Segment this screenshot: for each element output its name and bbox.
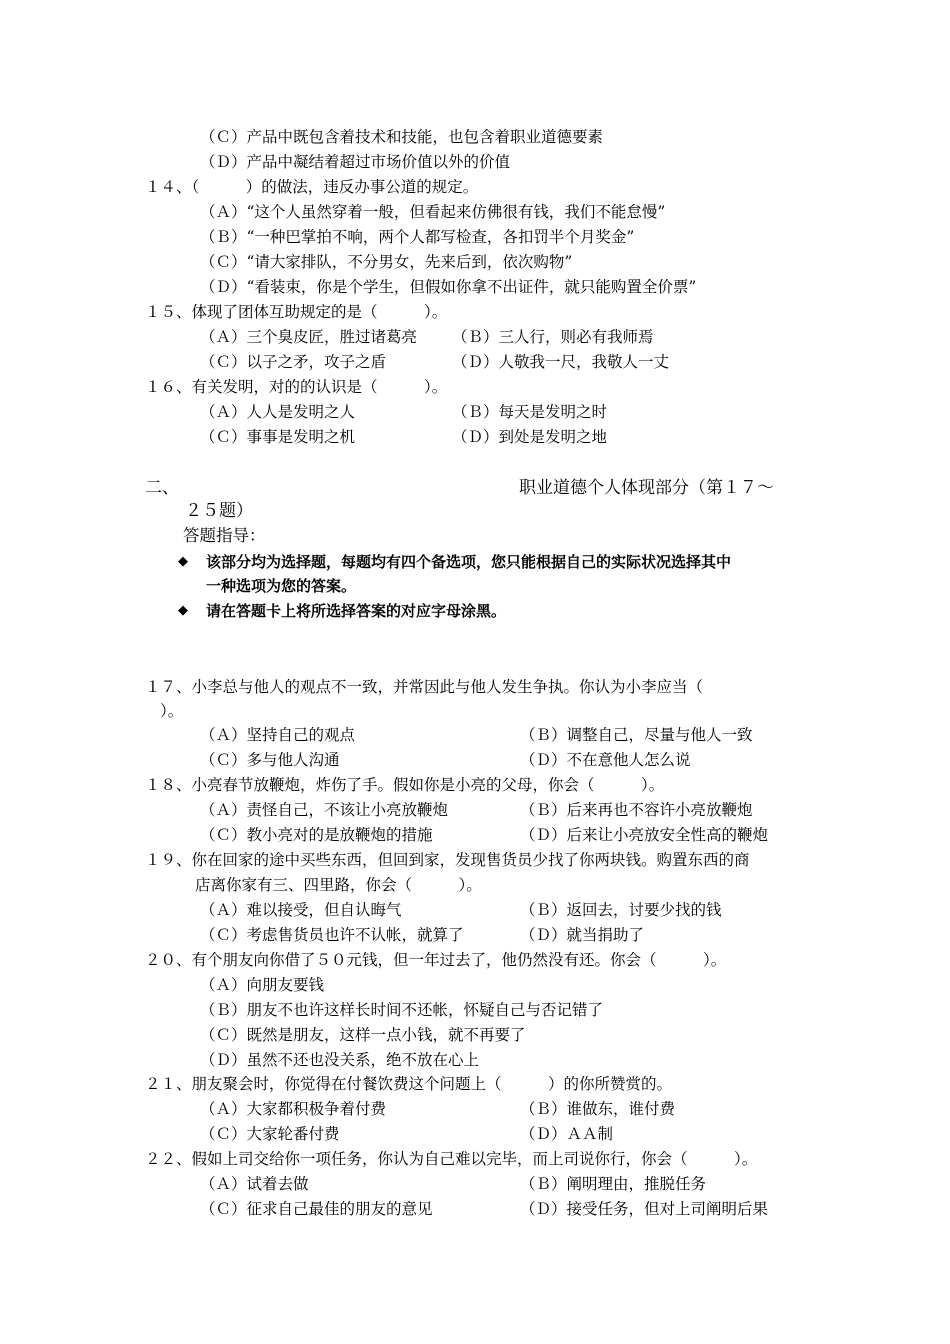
q16-option-c: （Ｃ）事事是发明之机 [200, 428, 356, 446]
q15-option-a: （Ａ）三个臭皮匠，胜过诸葛亮 [200, 328, 418, 346]
section-number: 二、 [145, 478, 179, 498]
guide-bullet-2: 请在答题卡上将所选择答案的对应字母涂黑。 [206, 602, 507, 620]
q13-option-c: （Ｃ）产品中既包含着技术和技能，也包含着职业道德要素 [200, 128, 604, 146]
q18-option-a: （Ａ）责怪自己，不该让小亮放鞭炮 [200, 801, 449, 819]
guide-bullet-1-line-1: 该部分均为选择题，每题均有四个备选项，您只能根据自己的实际状况选择其中 [206, 553, 732, 571]
section-title-continued: ２５题） [185, 501, 253, 521]
q19-option-c: （Ｃ）考虑售货员也许不认帐，就算了 [200, 926, 464, 944]
q21-option-d: （Ｄ）ＡＡ制 [520, 1125, 614, 1143]
guide-bullet-1-line-2: 一种选项为您的答案。 [206, 577, 357, 595]
q20-option-a: （Ａ）向朋友要钱 [200, 976, 325, 994]
q15-option-d: （Ｄ）人敬我一尺，我敬人一丈 [452, 353, 670, 371]
q18-stem: １８、小亮春节放鞭炮，炸伤了手。假如你是小亮的父母，你会（ ）。 [145, 776, 665, 794]
q16-option-d: （Ｄ）到处是发明之地 [452, 428, 608, 446]
q19-option-a: （Ａ）难以接受，但自认晦气 [200, 901, 402, 919]
q16-option-a: （Ａ）人人是发明之人 [200, 403, 356, 421]
q19-stem-continued: 店离你家有三、四里路，你会（ ）。 [195, 876, 482, 894]
q20-stem: ２０、有个朋友向你借了５０元钱，但一年过去了，他仍然没有还。你会（ ）。 [145, 951, 727, 969]
q22-option-c: （Ｃ）征求自己最佳的朋友的意见 [200, 1200, 433, 1218]
q14-option-c: （Ｃ）“请大家排队，不分男女，先来后到，依次购物” [200, 253, 573, 271]
diamond-bullet-icon: ◆ [178, 554, 188, 569]
q21-option-a: （Ａ）大家都积极争着付费 [200, 1100, 387, 1118]
q20-option-b: （Ｂ）朋友不也许这样长时间不还帐，怀疑自己与否记错了 [200, 1001, 604, 1019]
q17-option-b: （Ｂ）调整自己，尽量与他人一致 [520, 726, 753, 744]
q15-option-c: （Ｃ）以子之矛，攻子之盾 [200, 353, 387, 371]
q15-stem: １５、体现了团体互助规定的是（ ）。 [145, 303, 448, 321]
q18-option-d: （Ｄ）后来让小亮放安全性高的鞭炮 [520, 826, 769, 844]
q14-stem: １４、（ ）的做法，违反办事公道的规定。 [145, 178, 479, 196]
q17-option-c: （Ｃ）多与他人沟通 [200, 751, 340, 769]
q14-option-b: （Ｂ）“一种巴掌拍不响，两个人都写检查，各扣罚半个月奖金” [200, 228, 635, 246]
q21-option-b: （Ｂ）谁做东，谁付费 [520, 1100, 676, 1118]
q19-stem: １９、你在回家的途中买些东西，但回到家，发现售货员少找了你两块钱。购置东西的商 [145, 851, 750, 869]
q19-option-d: （Ｄ）就当捐助了 [520, 926, 645, 944]
answer-guide-label: 答题指导： [183, 526, 266, 545]
diamond-bullet-icon: ◆ [178, 603, 188, 618]
q14-option-a: （Ａ）“这个人虽然穿着一般，但看起来仿佛很有钱，我们不能怠慢” [200, 203, 666, 221]
q22-option-a: （Ａ）试着去做 [200, 1175, 309, 1193]
q15-option-b: （Ｂ）三人行，则必有我师焉 [452, 328, 654, 346]
section-title: 职业道德个人体现部分（第１７～ [519, 478, 774, 498]
q22-stem: ２２、假如上司交给你一项任务，你认为自己难以完毕，而上司说你行，你会（ ）。 [145, 1150, 758, 1168]
q14-option-d: （Ｄ）“看装束，你是个学生，但假如你拿不出证件，就只能购置全价票” [200, 278, 697, 296]
q19-option-b: （Ｂ）返回去，讨要少找的钱 [520, 901, 722, 919]
q16-stem: １６、有关发明，对的的认识是（ ）。 [145, 378, 448, 396]
q13-option-d: （Ｄ）产品中凝结着超过市场价值以外的价值 [200, 153, 511, 171]
q20-option-d: （Ｄ）虽然不还也没关系，绝不放在心上 [200, 1051, 480, 1069]
q18-option-b: （Ｂ）后来再也不容许小亮放鞭炮 [520, 801, 753, 819]
q17-stem: １７、小李总与他人的观点不一致，并常因此与他人发生争执。你认为小李应当（ [145, 678, 704, 696]
q17-stem-continued: ）。 [160, 702, 184, 720]
q18-option-c: （Ｃ）教小亮对的是放鞭炮的措施 [200, 826, 433, 844]
q16-option-b: （Ｂ）每天是发明之时 [452, 403, 608, 421]
q21-stem: ２１、朋友聚会时，你觉得在付餐饮费这个问题上（ ）的你所赞赏的。 [145, 1075, 673, 1093]
q17-option-d: （Ｄ）不在意他人怎么说 [520, 751, 691, 769]
q22-option-d: （Ｄ）接受任务，但对上司阐明后果 [520, 1200, 769, 1218]
q20-option-c: （Ｃ）既然是朋友，这样一点小钱，就不再要了 [200, 1026, 526, 1044]
q21-option-c: （Ｃ）大家轮番付费 [200, 1125, 340, 1143]
q22-option-b: （Ｂ）阐明理由，推脱任务 [520, 1175, 707, 1193]
q17-option-a: （Ａ）坚持自己的观点 [200, 726, 356, 744]
